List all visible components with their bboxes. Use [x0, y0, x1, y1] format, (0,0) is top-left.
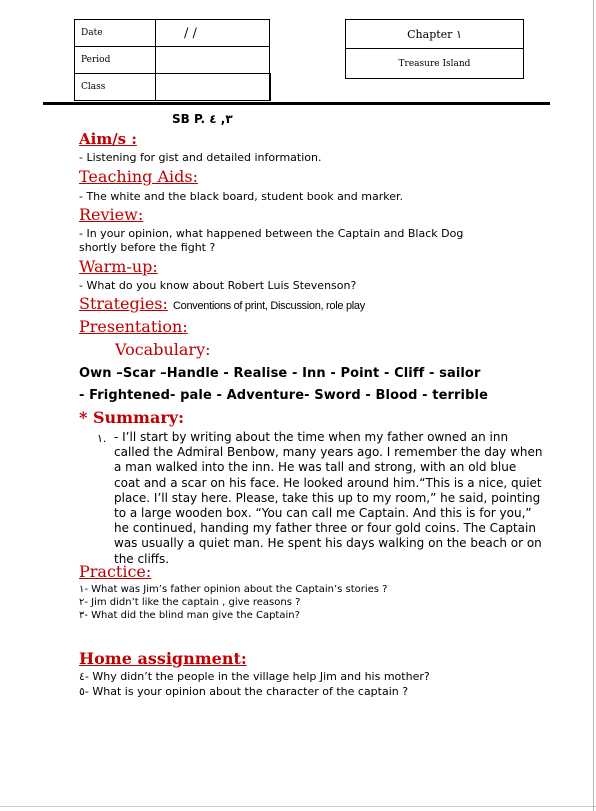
aims-heading: Aim/s :: [79, 130, 137, 148]
header-divider: [43, 102, 550, 105]
home-assignment-heading: Home assignment:: [79, 649, 247, 668]
chapter-label: Chapter ١: [346, 20, 524, 49]
review-text-line-1: - In your opinion, what happened between the Captain and Black Dog: [79, 227, 464, 240]
strategies-heading: Strategies:: [79, 294, 168, 313]
date-label: Date: [75, 20, 156, 47]
vocabulary-heading: Vocabulary:: [115, 340, 211, 359]
class-value[interactable]: [156, 74, 270, 101]
summary-heading: * Summary:: [79, 408, 184, 427]
student-book-pages: SB P. ٣, ٤: [172, 112, 233, 126]
strategies-text: Conventions of print, Discussion, role play: [173, 300, 365, 312]
practice-item-2: ٢- Jim didn’t like the captain , give reasons ?: [79, 597, 301, 608]
strategies-line: [79, 295, 365, 315]
warm-up-heading: Warm-up:: [79, 257, 158, 276]
chapter-table: [345, 19, 524, 79]
review-heading: Review:: [79, 205, 144, 224]
practice-item-1: ١- What was Jim’s father opinion about the Captain’s stories ?: [79, 584, 388, 595]
vocabulary-line-2: - Frightened- pale - Adventure- Sword - Blood - terrible: [79, 388, 488, 403]
teaching-aids-text: - The white and the black board, student book and marker.: [79, 190, 403, 203]
practice-heading: Practice:: [79, 562, 152, 581]
period-value[interactable]: [156, 47, 270, 74]
summary-number: ١.: [97, 432, 107, 445]
review-text-line-2: shortly before the fight ?: [79, 241, 216, 254]
page-edge-bottom: [0, 806, 596, 807]
warm-up-text: - What do you know about Robert Luis Stevenson?: [79, 279, 357, 292]
class-label: Class: [75, 74, 156, 101]
date-value[interactable]: / /: [156, 20, 270, 47]
book-title: Treasure Island: [346, 49, 524, 79]
period-label: Period: [75, 47, 156, 74]
summary-paragraph: - I’ll start by writing about the time when my father owned an inn called the Admiral Benbow, many years ago. I remember the day when a man walked into the inn. He was tall and strong, with an old blue coat and a scar on his face. He looked around him.“This is a nice, quiet place. I’ll stay here. Please, take this up to my room,” he said, pointing to a large wooden box. “You can call me Captain. And this is for you,” he continued, handing my father three or four gold coins. The Captain was usually a quiet man. He spent his days walking on the beach or on the cliffs.: [114, 430, 543, 566]
teaching-aids-heading: Teaching Aids:: [79, 167, 198, 186]
lesson-info-table: [74, 19, 271, 101]
home-assignment-item-1: ٤- Why didn’t the people in the village help Jim and his mother?: [79, 670, 430, 683]
home-assignment-item-2: ٥- What is your opinion about the character of the captain ?: [79, 685, 409, 698]
aims-text: - Listening for gist and detailed information.: [79, 151, 322, 164]
page-edge: [593, 0, 594, 811]
practice-item-3: ٣- What did the blind man give the Captain?: [79, 610, 300, 621]
vocabulary-line-1: Own –Scar –Handle - Realise - Inn - Point - Cliff - sailor: [79, 366, 481, 381]
presentation-heading: Presentation:: [79, 317, 188, 336]
